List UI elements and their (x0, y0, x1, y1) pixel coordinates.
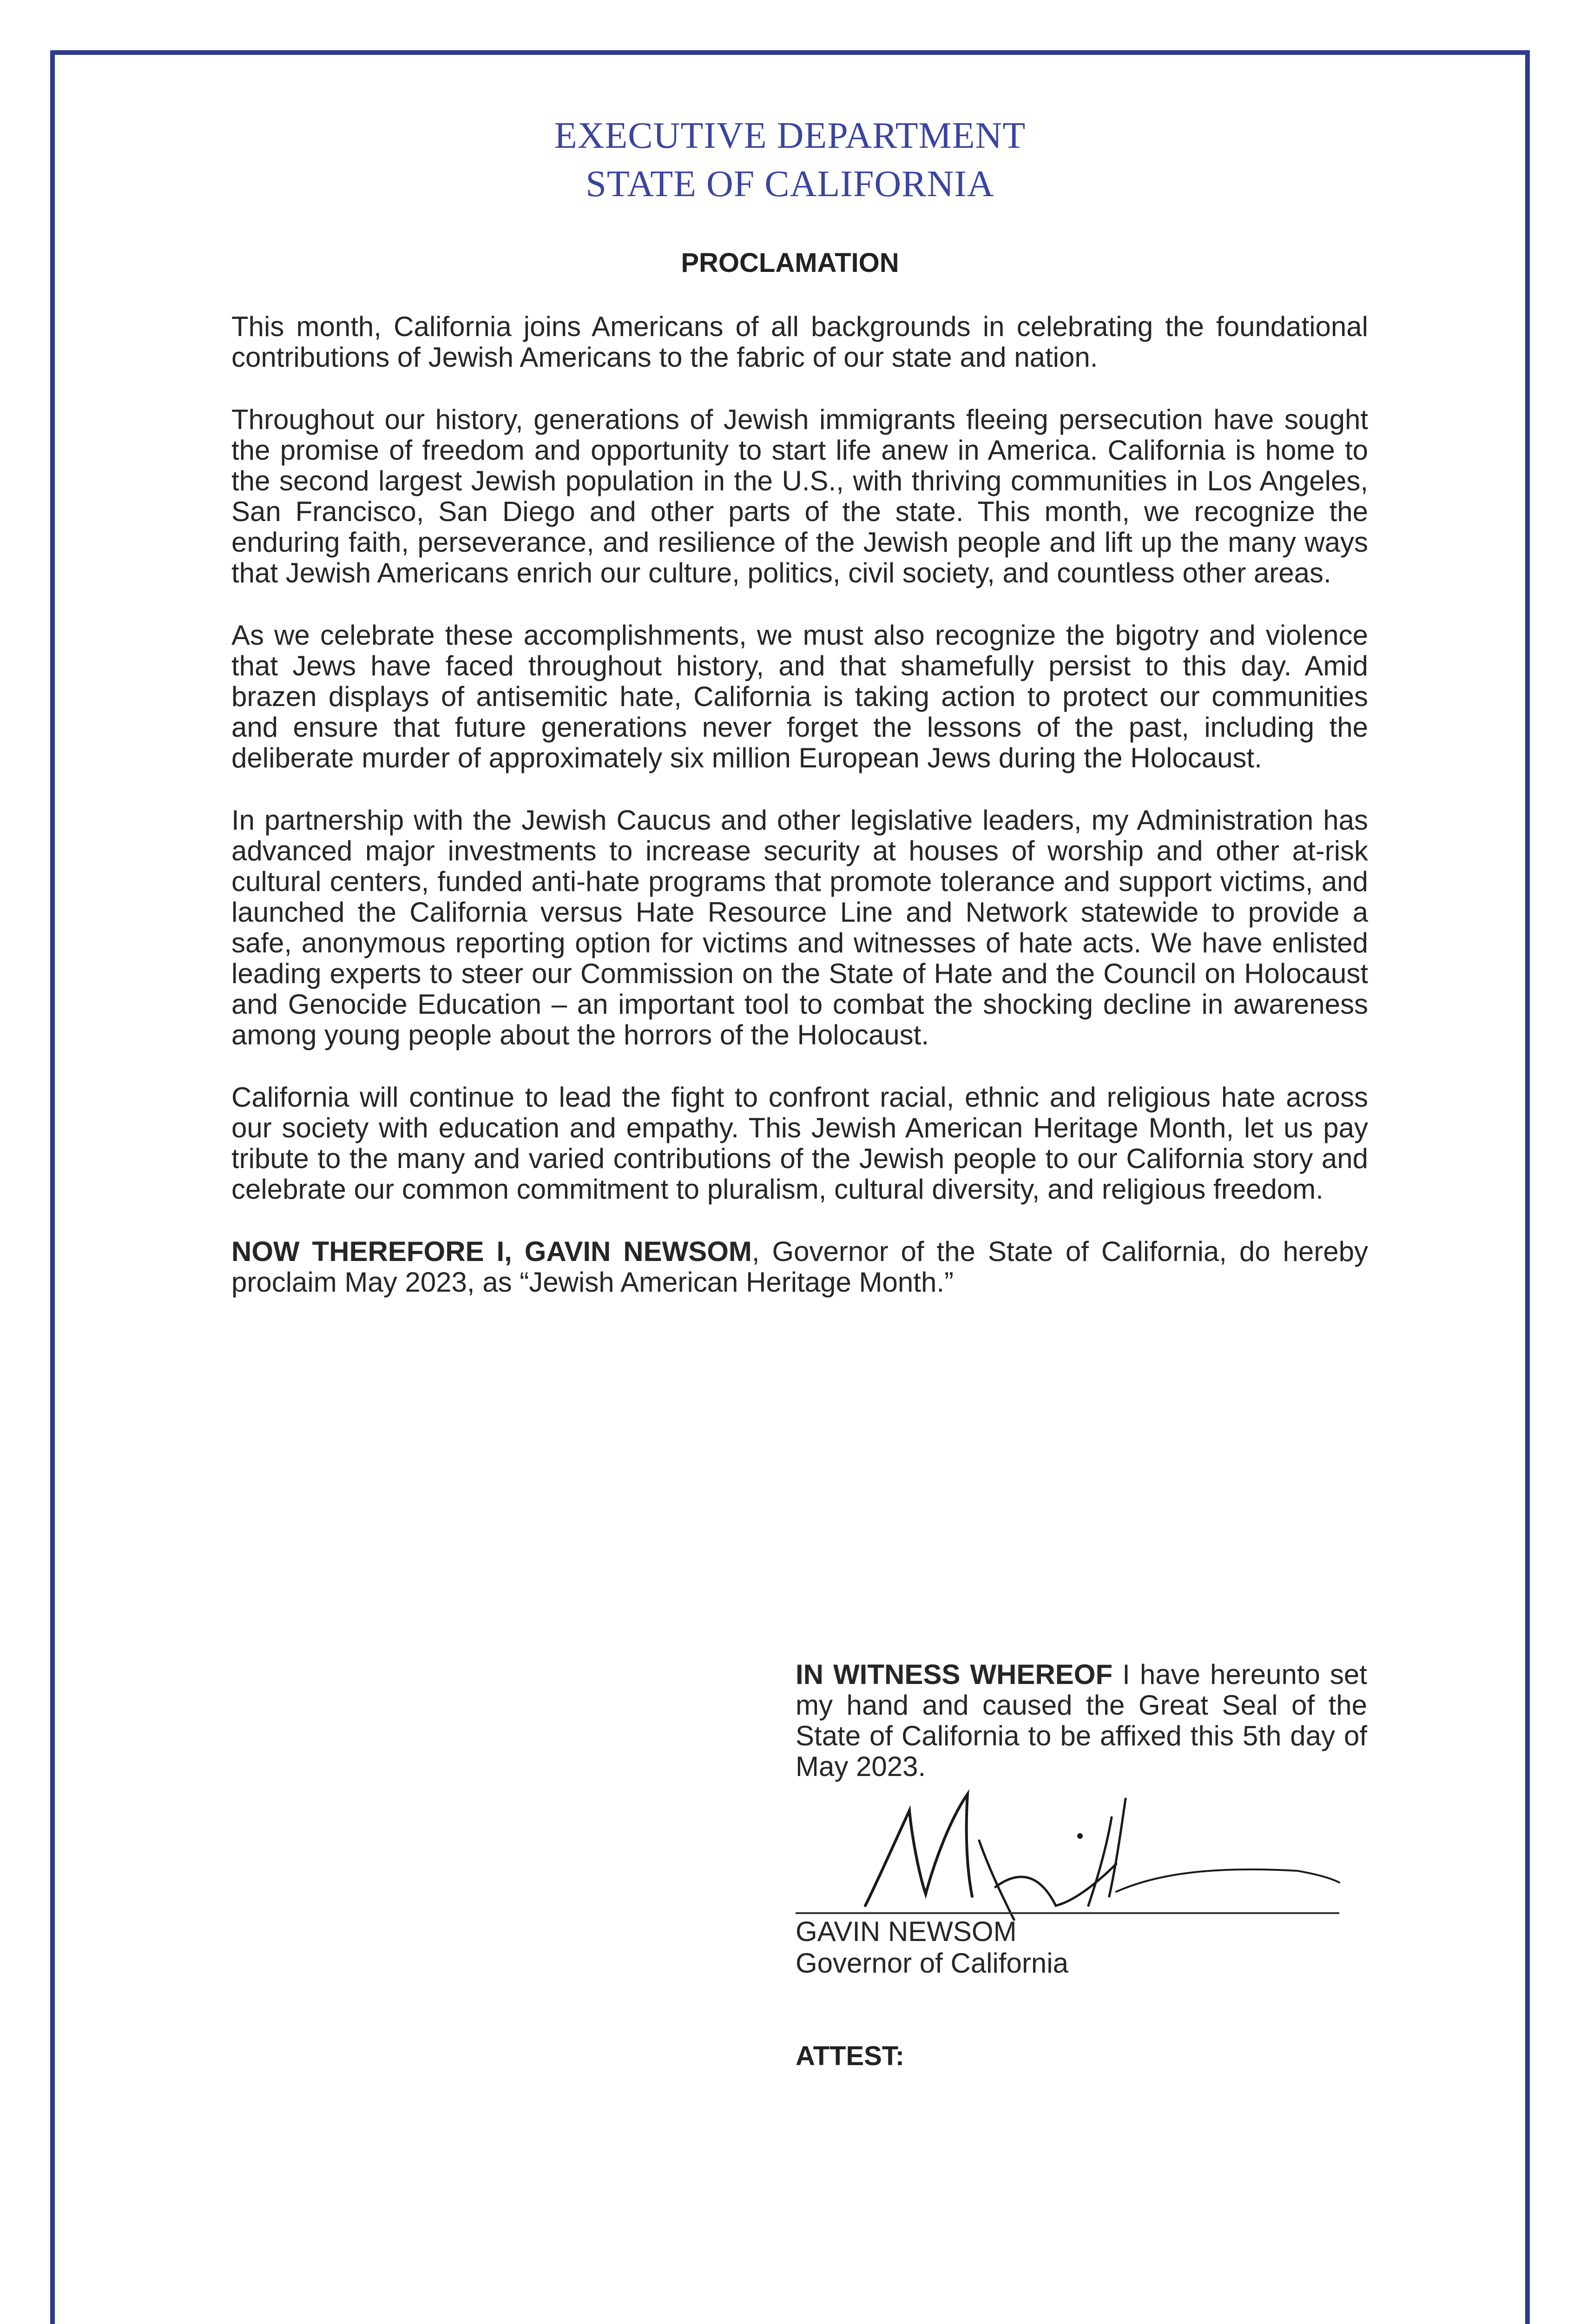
governor-signature-line (796, 1912, 1339, 1914)
now-therefore-rest: , Governor of the State of California, do hereby proclaim May 2023, as “Jewish American Heritage Month.” (231, 1236, 1368, 1298)
governor-title: Governor of California (796, 1948, 1068, 1979)
witness-rest: I have hereunto set my hand and caused the Great Seal of the State of California to be affixed this 5th day of May 2023. (796, 1659, 1367, 1782)
now-therefore-paragraph (231, 1236, 1368, 1298)
now-therefore-lead: NOW THEREFORE I, GAVIN NEWSOM (231, 1236, 752, 1267)
witness-clause (796, 1659, 1367, 1782)
paragraph: California will continue to lead the fight to confront racial, ethnic and religious hate across our society with education and empathy. This Jewish American Heritage Month, let us pay tribute to the many and varied contributions of the Jewish people to our California story and celebrate our common commitment to pluralism, cultural diversity, and religious freedom. (231, 1082, 1368, 1205)
attest-label: ATTEST: (796, 2041, 905, 2071)
header-executive-department: EXECUTIVE DEPARTMENT (554, 115, 1026, 156)
proclamation-heading: PROCLAMATION (681, 248, 899, 278)
document-header (0, 112, 1580, 208)
paragraph: This month, California joins Americans of all backgrounds in celebrating the foundational contributions of Jewish Americans to the fabric of our state and nation. (231, 311, 1368, 373)
governor-signature (796, 1766, 1353, 1924)
proclamation-body (231, 311, 1368, 1329)
governor-name: GAVIN NEWSOM (796, 1916, 1017, 1947)
header-state-of-california: STATE OF CALIFORNIA (586, 164, 994, 205)
paragraph: Throughout our history, generations of Jewish immigrants fleeing persecution have sought the promise of freedom and opportunity to start life anew in America. California is home to the second largest Jewish population in the U.S., with thriving communities in Los Angeles, San Francisco, San Diego and other parts of the state. This month, we recognize the enduring faith, perseverance, and resilience of the Jewish people and lift up the many ways that Jewish Americans enrich our culture, politics, civil society, and countless other areas. (231, 404, 1368, 588)
paragraph: In partnership with the Jewish Caucus and other legislative leaders, my Administration has advanced major investments to increase security at houses of worship and other at-risk cultural centers, funded anti-hate programs that promote tolerance and support victims, and launched the California versus Hate Resource Line and Network statewide to provide a safe, anonymous reporting option for victims and witnesses of hate acts. We have enlisted leading experts to steer our Commission on the State of Hate and the Council on Holocaust and Genocide Education – an important tool to combat the shocking decline in awareness among young people about the horrors of the Holocaust. (231, 805, 1368, 1050)
governor-name-block (796, 1916, 1068, 1979)
witness-lead: IN WITNESS WHEREOF (796, 1659, 1113, 1690)
paragraph: As we celebrate these accomplishments, we must also recognize the bigotry and violence that Jews have faced throughout history, and that shamefully persist to this day. Amid brazen displays of antisemitic hate, California is taking action to protect our communities and ensure that future generations never forget the lessons of the past, including the deliberate murder of approximately six million European Jews during the Holocaust. (231, 620, 1368, 773)
